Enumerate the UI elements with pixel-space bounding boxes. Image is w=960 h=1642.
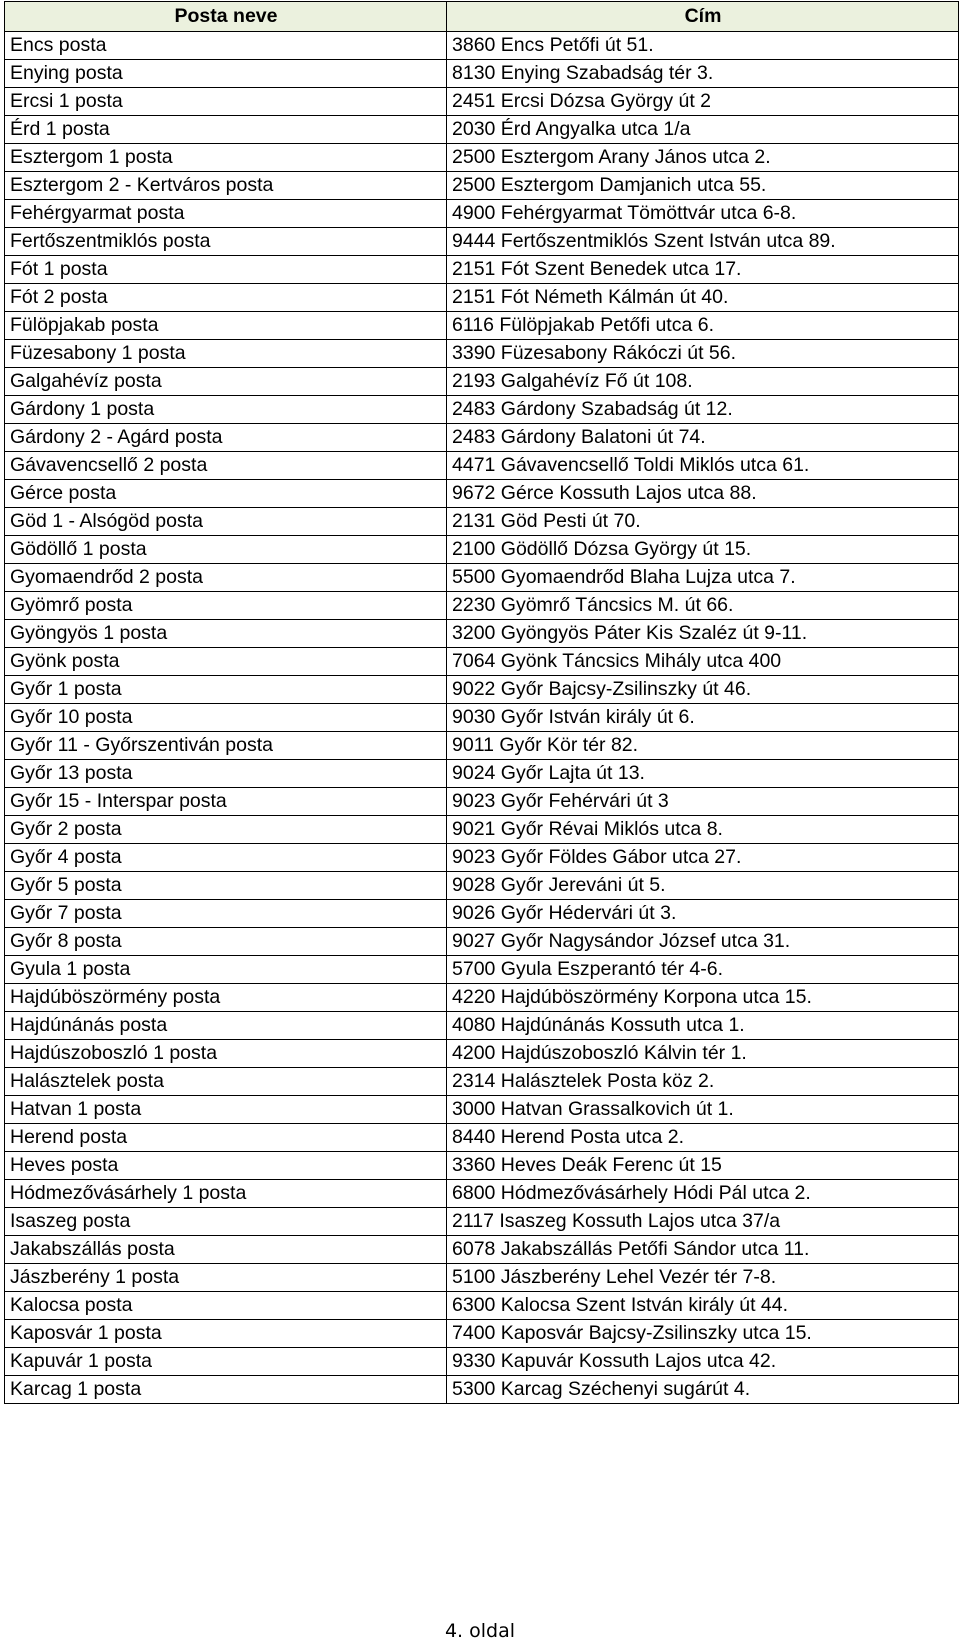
table-row (5, 508, 959, 536)
table-row (5, 88, 959, 116)
cell-post-office-name: Jakabszállás posta (5, 1236, 447, 1264)
cell-post-office-name: Hajdúnánás posta (5, 1012, 447, 1040)
cell-post-office-name: Gyömrő posta (5, 592, 447, 620)
cell-post-office-name: Herend posta (5, 1124, 447, 1152)
table-row (5, 676, 959, 704)
table-row (5, 984, 959, 1012)
cell-address: 2151 Fót Szent Benedek utca 17. (447, 256, 959, 284)
table-row (5, 228, 959, 256)
cell-address: 2314 Halásztelek Posta köz 2. (447, 1068, 959, 1096)
cell-address: 2117 Isaszeg Kossuth Lajos utca 37/a (447, 1208, 959, 1236)
table-row (5, 1236, 959, 1264)
table-row (5, 1348, 959, 1376)
cell-post-office-name: Győr 11 - Győrszentiván posta (5, 732, 447, 760)
cell-post-office-name: Győr 7 posta (5, 900, 447, 928)
cell-post-office-name: Fertőszentmiklós posta (5, 228, 447, 256)
cell-post-office-name: Gárdony 2 - Agárd posta (5, 424, 447, 452)
cell-address: 4471 Gávavencsellő Toldi Miklós utca 61. (447, 452, 959, 480)
table-row (5, 452, 959, 480)
cell-address: 9023 Győr Földes Gábor utca 27. (447, 844, 959, 872)
cell-address: 2030 Érd Angyalka utca 1/a (447, 116, 959, 144)
cell-post-office-name: Győr 5 posta (5, 872, 447, 900)
table-row (5, 732, 959, 760)
cell-address: 4200 Hajdúszoboszló Kálvin tér 1. (447, 1040, 959, 1068)
cell-address: 2151 Fót Németh Kálmán út 40. (447, 284, 959, 312)
cell-address: 9672 Gérce Kossuth Lajos utca 88. (447, 480, 959, 508)
cell-address: 5300 Karcag Széchenyi sugárút 4. (447, 1376, 959, 1404)
cell-post-office-name: Göd 1 - Alsógöd posta (5, 508, 447, 536)
table-row (5, 844, 959, 872)
cell-address: 3200 Gyöngyös Páter Kis Szaléz út 9-11. (447, 620, 959, 648)
cell-post-office-name: Győr 10 posta (5, 704, 447, 732)
table-row (5, 1096, 959, 1124)
table-row (5, 1376, 959, 1404)
cell-address: 4220 Hajdúböszörmény Korpona utca 15. (447, 984, 959, 1012)
table-row (5, 928, 959, 956)
cell-address: 2230 Gyömrő Táncsics M. út 66. (447, 592, 959, 620)
cell-address: 9024 Győr Lajta út 13. (447, 760, 959, 788)
cell-address: 9028 Győr Jereváni út 5. (447, 872, 959, 900)
table-row (5, 564, 959, 592)
cell-address: 7400 Kaposvár Bajcsy-Zsilinszky utca 15. (447, 1320, 959, 1348)
cell-post-office-name: Karcag 1 posta (5, 1376, 447, 1404)
cell-address: 9444 Fertőszentmiklós Szent István utca 89. (447, 228, 959, 256)
cell-post-office-name: Kaposvár 1 posta (5, 1320, 447, 1348)
table-row (5, 1180, 959, 1208)
cell-address: 9330 Kapuvár Kossuth Lajos utca 42. (447, 1348, 959, 1376)
table-row (5, 704, 959, 732)
cell-post-office-name: Ercsi 1 posta (5, 88, 447, 116)
cell-address: 6116 Fülöpjakab Petőfi utca 6. (447, 312, 959, 340)
cell-post-office-name: Galgahévíz posta (5, 368, 447, 396)
cell-post-office-name: Esztergom 1 posta (5, 144, 447, 172)
cell-address: 9021 Győr Révai Miklós utca 8. (447, 816, 959, 844)
cell-address: 2100 Gödöllő Dózsa György út 15. (447, 536, 959, 564)
table-row (5, 1152, 959, 1180)
cell-post-office-name: Győr 8 posta (5, 928, 447, 956)
cell-address: 2193 Galgahévíz Fő út 108. (447, 368, 959, 396)
table-row (5, 1068, 959, 1096)
cell-address: 2131 Göd Pesti út 70. (447, 508, 959, 536)
table-row (5, 1040, 959, 1068)
post-office-table (4, 1, 959, 1404)
cell-post-office-name: Gyönk posta (5, 648, 447, 676)
cell-address: 2483 Gárdony Balatoni út 74. (447, 424, 959, 452)
cell-post-office-name: Isaszeg posta (5, 1208, 447, 1236)
cell-post-office-name: Győr 15 - Interspar posta (5, 788, 447, 816)
cell-post-office-name: Fülöpjakab posta (5, 312, 447, 340)
table-row (5, 788, 959, 816)
column-header-name: Posta neve (5, 2, 447, 32)
cell-post-office-name: Győr 4 posta (5, 844, 447, 872)
table-row (5, 424, 959, 452)
cell-post-office-name: Enying posta (5, 60, 447, 88)
cell-address: 9026 Győr Hédervári út 3. (447, 900, 959, 928)
cell-address: 2500 Esztergom Damjanich utca 55. (447, 172, 959, 200)
table-row (5, 200, 959, 228)
table-row (5, 620, 959, 648)
cell-post-office-name: Esztergom 2 - Kertváros posta (5, 172, 447, 200)
table-row (5, 284, 959, 312)
table-row (5, 368, 959, 396)
cell-address: 6078 Jakabszállás Petőfi Sándor utca 11. (447, 1236, 959, 1264)
cell-address: 9030 Győr István király út 6. (447, 704, 959, 732)
table-row (5, 60, 959, 88)
table-row (5, 592, 959, 620)
table-row (5, 1208, 959, 1236)
post-office-sheet (4, 1, 958, 1404)
cell-address: 3390 Füzesabony Rákóczi út 56. (447, 340, 959, 368)
cell-address: 2451 Ercsi Dózsa György út 2 (447, 88, 959, 116)
cell-post-office-name: Gyöngyös 1 posta (5, 620, 447, 648)
cell-post-office-name: Győr 2 posta (5, 816, 447, 844)
cell-post-office-name: Gödöllő 1 posta (5, 536, 447, 564)
table-row (5, 816, 959, 844)
cell-post-office-name: Gérce posta (5, 480, 447, 508)
cell-post-office-name: Győr 13 posta (5, 760, 447, 788)
cell-post-office-name: Gyomaendrőd 2 posta (5, 564, 447, 592)
table-row (5, 536, 959, 564)
cell-post-office-name: Jászberény 1 posta (5, 1264, 447, 1292)
table-row (5, 1012, 959, 1040)
table-row (5, 340, 959, 368)
table-row (5, 956, 959, 984)
cell-address: 4080 Hajdúnánás Kossuth utca 1. (447, 1012, 959, 1040)
cell-post-office-name: Fehérgyarmat posta (5, 200, 447, 228)
cell-post-office-name: Gávavencsellő 2 posta (5, 452, 447, 480)
table-row (5, 900, 959, 928)
cell-post-office-name: Gárdony 1 posta (5, 396, 447, 424)
table-row (5, 1124, 959, 1152)
table-row (5, 760, 959, 788)
cell-address: 9027 Győr Nagysándor József utca 31. (447, 928, 959, 956)
table-row (5, 648, 959, 676)
cell-post-office-name: Hajdúböszörmény posta (5, 984, 447, 1012)
table-row (5, 312, 959, 340)
cell-address: 7064 Gyönk Táncsics Mihály utca 400 (447, 648, 959, 676)
cell-post-office-name: Füzesabony 1 posta (5, 340, 447, 368)
cell-address: 5500 Gyomaendrőd Blaha Lujza utca 7. (447, 564, 959, 592)
cell-post-office-name: Kalocsa posta (5, 1292, 447, 1320)
cell-post-office-name: Győr 1 posta (5, 676, 447, 704)
table-row (5, 172, 959, 200)
cell-post-office-name: Fót 1 posta (5, 256, 447, 284)
table-row (5, 1320, 959, 1348)
table-row (5, 480, 959, 508)
cell-post-office-name: Fót 2 posta (5, 284, 447, 312)
cell-address: 3000 Hatvan Grassalkovich út 1. (447, 1096, 959, 1124)
cell-post-office-name: Encs posta (5, 32, 447, 60)
cell-post-office-name: Érd 1 posta (5, 116, 447, 144)
table-row (5, 1292, 959, 1320)
table-row (5, 256, 959, 284)
cell-address: 2500 Esztergom Arany János utca 2. (447, 144, 959, 172)
table-row (5, 1264, 959, 1292)
column-header-address: Cím (447, 2, 959, 32)
cell-post-office-name: Halásztelek posta (5, 1068, 447, 1096)
table-row (5, 872, 959, 900)
table-row (5, 396, 959, 424)
cell-post-office-name: Kapuvár 1 posta (5, 1348, 447, 1376)
table-row (5, 32, 959, 60)
cell-post-office-name: Heves posta (5, 1152, 447, 1180)
table-row (5, 116, 959, 144)
cell-address: 3360 Heves Deák Ferenc út 15 (447, 1152, 959, 1180)
cell-post-office-name: Gyula 1 posta (5, 956, 447, 984)
cell-address: 6300 Kalocsa Szent István király út 44. (447, 1292, 959, 1320)
cell-address: 8440 Herend Posta utca 2. (447, 1124, 959, 1152)
table-body (5, 32, 959, 1404)
cell-post-office-name: Hódmezővásárhely 1 posta (5, 1180, 447, 1208)
cell-address: 9011 Győr Kör tér 82. (447, 732, 959, 760)
cell-address: 9022 Győr Bajcsy-Zsilinszky út 46. (447, 676, 959, 704)
page-number: 4. oldal (444, 1620, 516, 1642)
cell-address: 8130 Enying Szabadság tér 3. (447, 60, 959, 88)
cell-address: 5700 Gyula Eszperantó tér 4-6. (447, 956, 959, 984)
cell-address: 2483 Gárdony Szabadság út 12. (447, 396, 959, 424)
cell-post-office-name: Hatvan 1 posta (5, 1096, 447, 1124)
cell-address: 9023 Győr Fehérvári út 3 (447, 788, 959, 816)
table-header-row (5, 2, 959, 32)
cell-post-office-name: Hajdúszoboszló 1 posta (5, 1040, 447, 1068)
cell-address: 5100 Jászberény Lehel Vezér tér 7-8. (447, 1264, 959, 1292)
cell-address: 4900 Fehérgyarmat Tömöttvár utca 6-8. (447, 200, 959, 228)
cell-address: 6800 Hódmezővásárhely Hódi Pál utca 2. (447, 1180, 959, 1208)
cell-address: 3860 Encs Petőfi út 51. (447, 32, 959, 60)
table-row (5, 144, 959, 172)
